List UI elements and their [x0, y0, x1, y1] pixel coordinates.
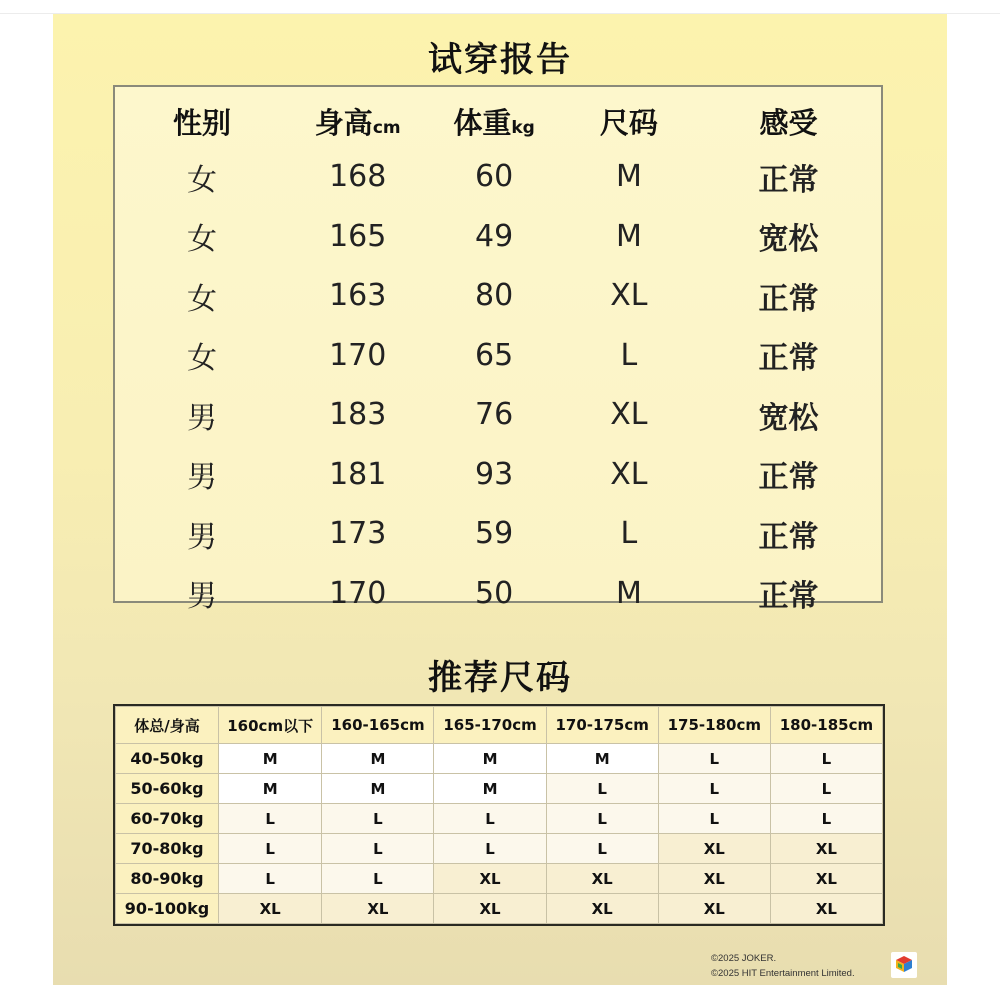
recommended-size-cell: M [434, 744, 546, 774]
feel-cell: 正常 [758, 162, 819, 198]
height-column-header: 160-165cm [322, 707, 434, 744]
recommended-size-cell: XL [770, 864, 882, 894]
recommended-size-cell: L [658, 744, 770, 774]
height-cell: 183 [329, 397, 387, 433]
recommend-header-row [116, 707, 883, 744]
recommend-row [116, 804, 883, 834]
fit-report-row [115, 504, 881, 564]
recommended-size-cell: L [434, 834, 546, 864]
recommended-size-cell: XL [322, 894, 434, 924]
size-cell: XL [610, 456, 648, 492]
gender-cell: 女 [186, 281, 217, 317]
size-cell: XL [610, 397, 648, 433]
weight-range-label: 40-50kg [116, 744, 219, 774]
weight-cell: 65 [474, 337, 514, 373]
height-column-header: 170-175cm [546, 707, 658, 744]
size-cell: L [620, 516, 638, 552]
fit-report-row [115, 385, 881, 445]
gender-cell: 男 [186, 579, 217, 615]
feel-cell: 正常 [758, 281, 819, 317]
size-cell: M [615, 575, 642, 611]
recommended-size-cell: L [546, 774, 658, 804]
recommend-row [116, 894, 883, 924]
feel-cell: 宽松 [758, 222, 819, 258]
recommended-size-cell: XL [658, 864, 770, 894]
weight-cell: 50 [474, 575, 514, 611]
height-cell: 170 [329, 575, 387, 611]
height-cell: 181 [329, 456, 387, 492]
height-cell: 170 [329, 337, 387, 373]
height-cell: 173 [329, 516, 387, 552]
weight-cell: 80 [474, 278, 514, 314]
height-cell: 163 [329, 278, 387, 314]
recommended-size-cell: L [770, 774, 882, 804]
weight-range-label: 50-60kg [116, 774, 219, 804]
recommend-size-title: 推荐尺码 [428, 658, 572, 698]
fit-report-row [115, 445, 881, 505]
weight-range-label: 70-80kg [116, 834, 219, 864]
corner-header: 体总/身高 [116, 707, 219, 744]
recommended-size-cell: M [322, 774, 434, 804]
feel-cell: 正常 [758, 579, 819, 615]
recommended-size-cell: L [219, 864, 322, 894]
gender-cell: 女 [186, 222, 217, 258]
size-chart-panel [53, 14, 947, 985]
copyright-line-1: ©2025 JOKER. [711, 953, 777, 964]
fit-report-table-box [113, 85, 883, 615]
gender-cell: 男 [186, 400, 217, 436]
recommended-size-cell: L [219, 834, 322, 864]
weight-cell: 59 [474, 516, 514, 552]
recommended-size-cell: L [219, 804, 322, 834]
fit-report-row [115, 326, 881, 386]
recommend-size-table [115, 706, 883, 924]
copyright-line-2: ©2025 HIT Entertainment Limited. [711, 968, 855, 979]
header-feel: 感受 [759, 105, 818, 140]
recommended-size-cell: XL [770, 834, 882, 864]
recommend-row [116, 744, 883, 774]
height-cell: 165 [329, 218, 387, 254]
recommended-size-cell: L [434, 804, 546, 834]
header-gender: 性别 [172, 105, 231, 140]
feel-cell: 正常 [758, 341, 819, 377]
feel-cell: 宽松 [758, 400, 819, 436]
header-height: 身高cm [314, 105, 401, 140]
gender-cell: 女 [186, 341, 217, 377]
size-cell: L [620, 337, 638, 373]
gender-cell: 女 [186, 162, 217, 198]
weight-range-label: 80-90kg [116, 864, 219, 894]
recommended-size-cell: L [322, 804, 434, 834]
recommended-size-cell: L [322, 834, 434, 864]
weight-cell: 76 [474, 397, 514, 433]
recommended-size-cell: L [546, 834, 658, 864]
recommended-size-cell: L [770, 804, 882, 834]
height-cell: 168 [329, 159, 387, 195]
recommended-size-cell: XL [770, 894, 882, 924]
recommend-row [116, 834, 883, 864]
recommend-row [116, 774, 883, 804]
recommended-size-cell: XL [219, 894, 322, 924]
size-cell: XL [610, 278, 648, 314]
recommended-size-cell: L [658, 804, 770, 834]
recommended-size-cell: M [434, 774, 546, 804]
recommended-size-cell: M [322, 744, 434, 774]
weight-range-label: 60-70kg [116, 804, 219, 834]
recommended-size-cell: M [546, 744, 658, 774]
fit-report-row [115, 564, 881, 624]
recommended-size-cell: M [219, 744, 322, 774]
weight-cell: 60 [474, 159, 514, 195]
recommended-size-cell: L [546, 804, 658, 834]
fit-report-row [115, 266, 881, 326]
recommended-size-cell: XL [658, 834, 770, 864]
size-cell: M [615, 159, 642, 195]
weight-cell: 49 [474, 218, 514, 254]
recommended-size-cell: XL [546, 864, 658, 894]
fit-report-header-row [115, 95, 881, 147]
header-weight: 体重kg [453, 105, 535, 140]
recommended-size-cell: L [770, 744, 882, 774]
recommend-row [116, 864, 883, 894]
gender-cell: 男 [186, 519, 217, 555]
copyright-notice [711, 951, 855, 981]
fit-report-row [115, 207, 881, 267]
size-cell: M [615, 218, 642, 254]
recommended-size-cell: L [322, 864, 434, 894]
feel-cell: 正常 [758, 460, 819, 496]
feel-cell: 正常 [758, 519, 819, 555]
weight-cell: 93 [474, 456, 514, 492]
recommended-size-cell: XL [434, 894, 546, 924]
weight-range-label: 90-100kg [116, 894, 219, 924]
recommend-table-box [113, 704, 885, 926]
height-column-header: 175-180cm [658, 707, 770, 744]
fit-report-table [115, 95, 881, 623]
hit-logo-icon [891, 952, 917, 978]
recommended-size-cell: XL [546, 894, 658, 924]
fit-report-title: 试穿报告 [428, 40, 572, 80]
fit-report-row [115, 147, 881, 207]
height-column-header: 160cm以下 [219, 707, 322, 744]
cube-icon [895, 955, 913, 973]
recommended-size-cell: L [658, 774, 770, 804]
recommended-size-cell: M [219, 774, 322, 804]
header-size: 尺码 [599, 105, 658, 140]
recommended-size-cell: XL [434, 864, 546, 894]
height-column-header: 180-185cm [770, 707, 882, 744]
recommended-size-cell: XL [658, 894, 770, 924]
height-column-header: 165-170cm [434, 707, 546, 744]
gender-cell: 男 [186, 460, 217, 496]
